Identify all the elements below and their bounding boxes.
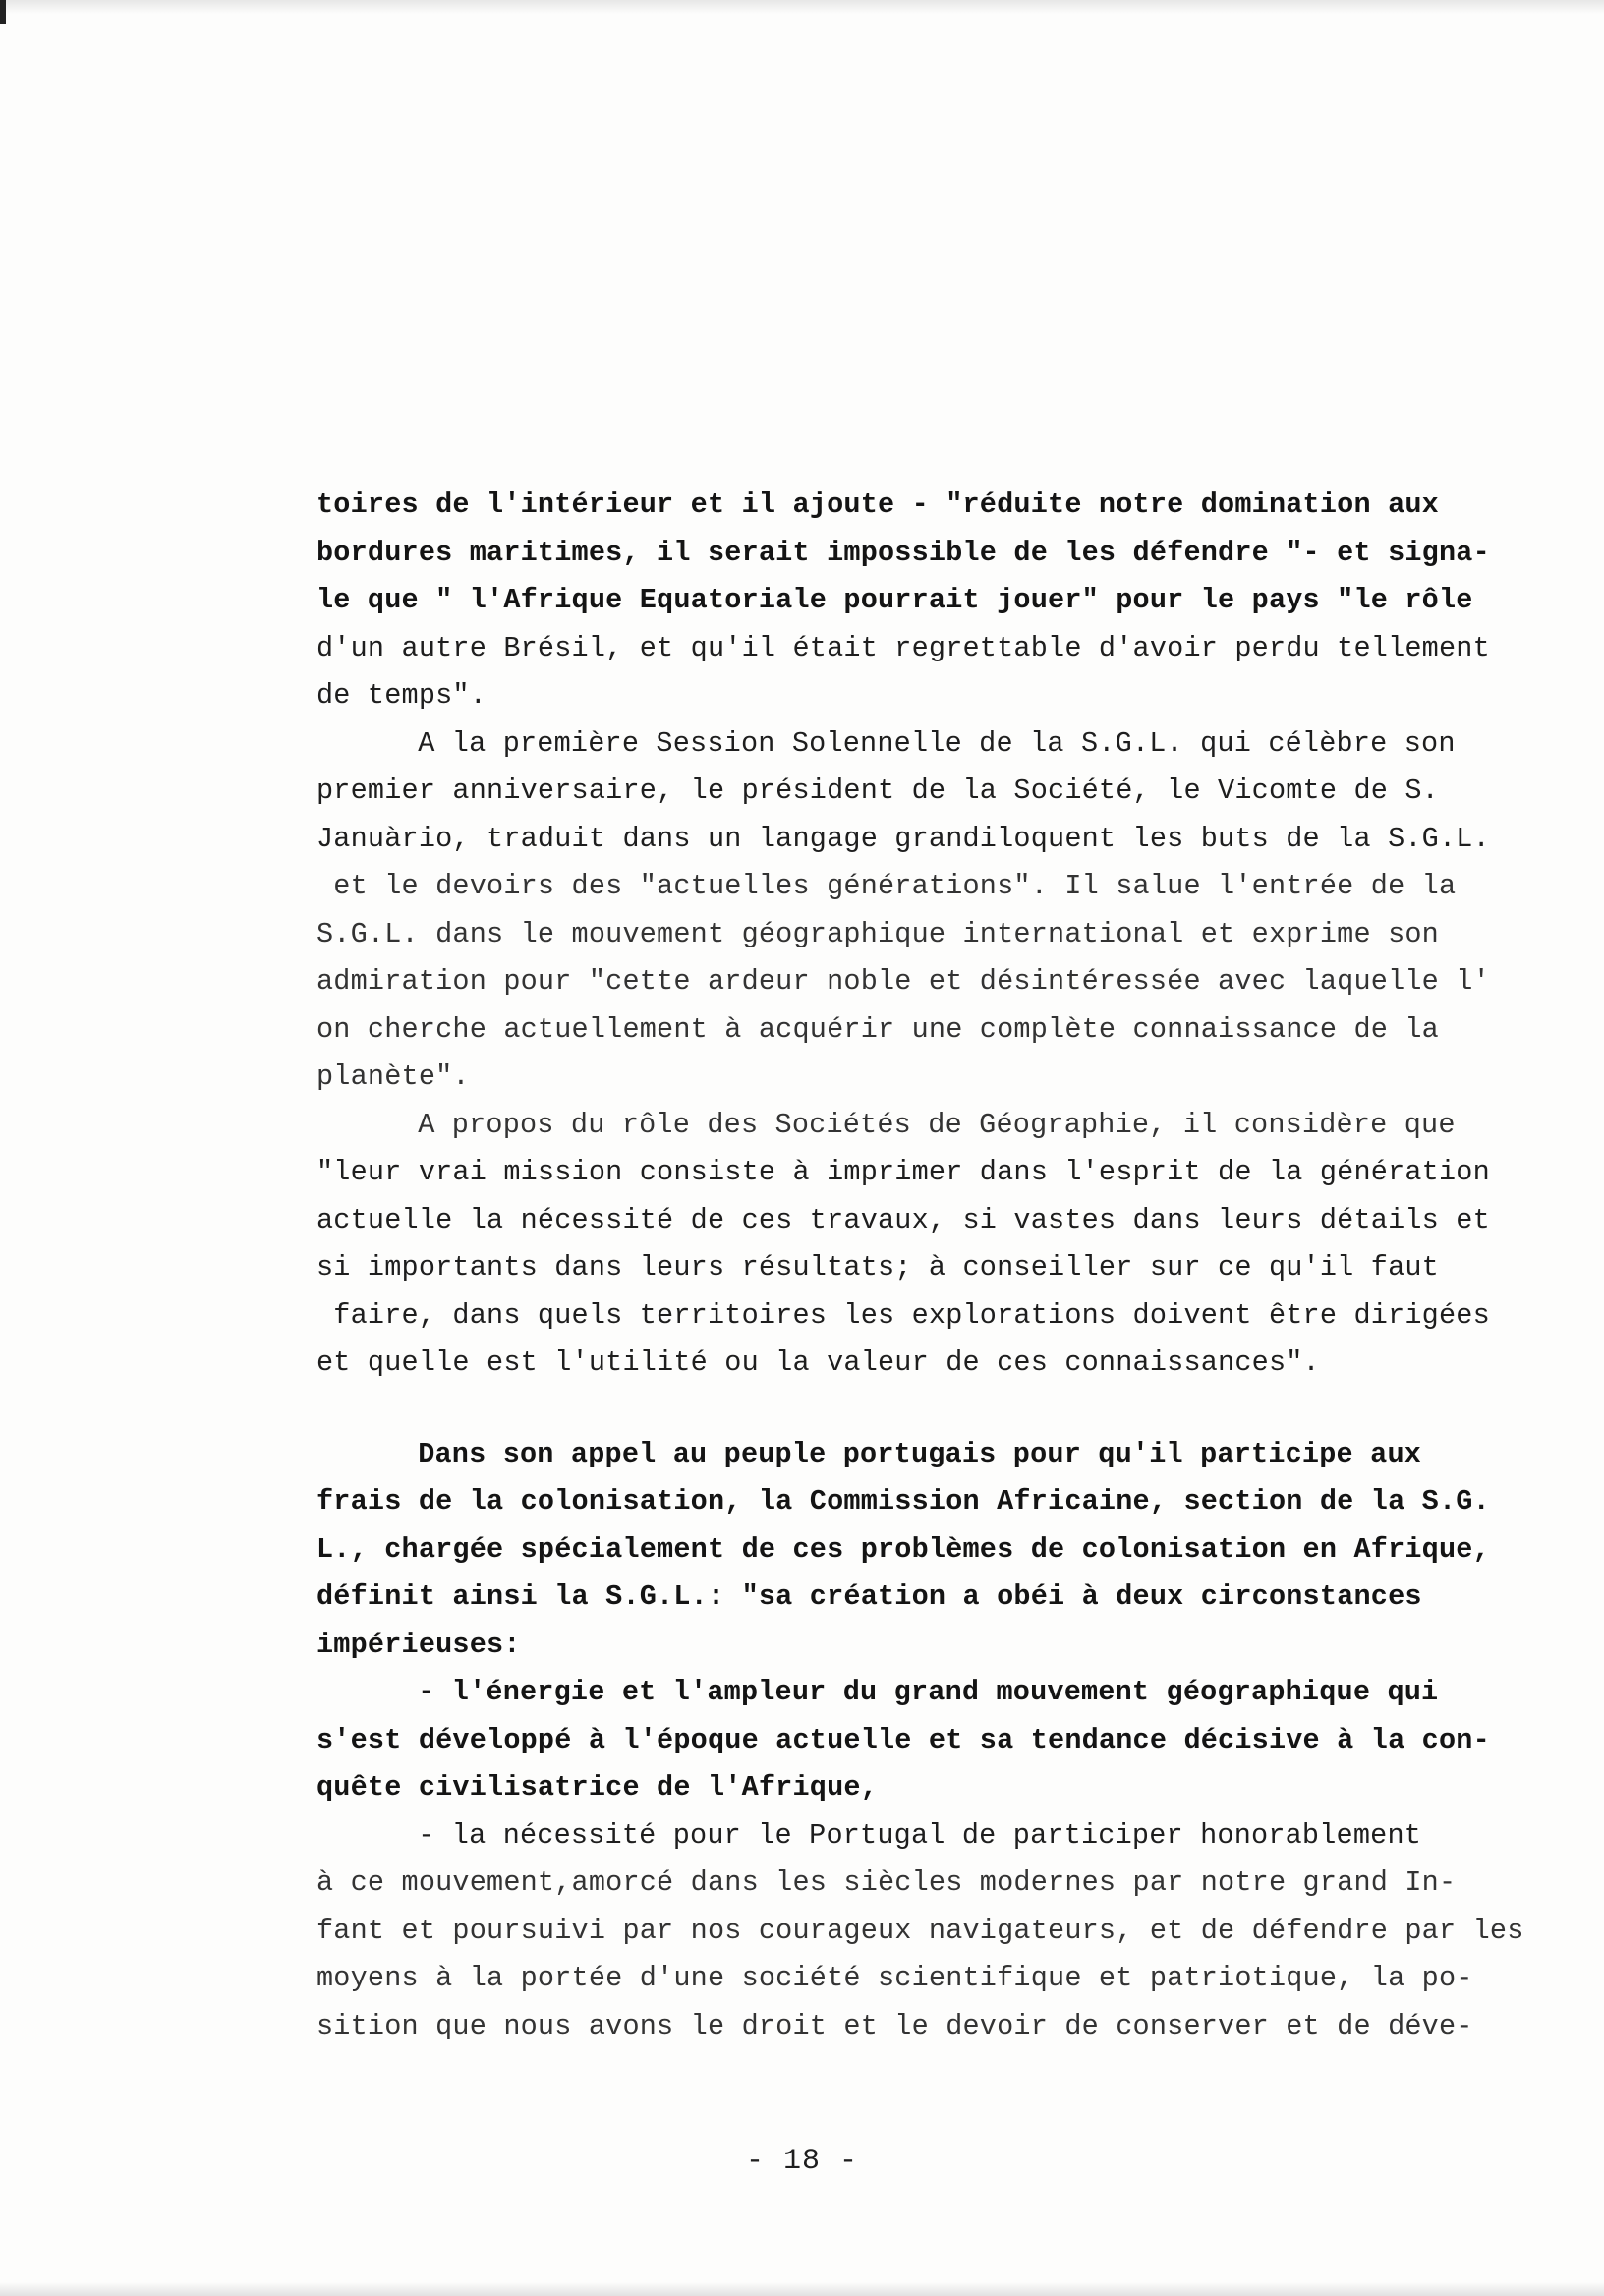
paragraph-commission-africaine	[316, 1431, 1535, 1670]
paragraph-continuation	[316, 482, 1535, 720]
text-line: premier anniversaire, le président de la Société, le Vicomte de S.	[316, 775, 1439, 807]
paragraph-session-solennelle	[316, 720, 1535, 1102]
text-line: Januàrio, traduit dans un langage grandiloquent les buts de la S.G.L.	[316, 822, 1490, 855]
scan-edge-bottom	[0, 2282, 1604, 2296]
scan-edge-mark	[0, 0, 6, 24]
paragraph-role-societes	[316, 1102, 1535, 1388]
text-line: moyens à la portée d'une société scientifique et patriotique, la po-	[316, 1962, 1473, 1994]
text-line: S.G.L. dans le mouvement géographique international et exprime son	[316, 917, 1439, 950]
text-line: "leur vrai mission consiste à imprimer dans l'esprit de la génération	[316, 1156, 1490, 1188]
text-line: et le devoirs des "actuelles générations". Il salue l'entrée de la	[316, 870, 1457, 902]
text-line: et quelle est l'utilité ou la valeur de ces connaissances".	[316, 1347, 1320, 1379]
scan-edge-top	[0, 0, 1604, 14]
text-line: le que " l'Afrique Equatoriale pourrait jouer" pour le pays "le rôle	[316, 584, 1473, 616]
text-line: toires de l'intérieur et il ajoute - "réduite notre domination aux	[316, 488, 1439, 521]
text-line: quête civilisatrice de l'Afrique,	[316, 1771, 878, 1804]
body-text	[316, 482, 1535, 2050]
text-line: d'un autre Brésil, et qu'il était regrettable d'avoir perdu tellement	[316, 631, 1490, 664]
text-line: L., chargée spécialement de ces problèmes de colonisation en Afrique,	[316, 1532, 1490, 1566]
text-line: à ce mouvement,amorcé dans les siècles modernes par notre grand In-	[316, 1866, 1457, 1899]
text-line: Dans son appel au peuple portugais pour qu'il participe aux	[418, 1437, 1422, 1470]
text-line: si importants dans leurs résultats; à conseiller sur ce qu'il faut	[316, 1251, 1439, 1284]
text-line: impérieuses:	[316, 1628, 521, 1661]
text-line: bordures maritimes, il serait impossible de les défendre "- et signa-	[316, 536, 1490, 569]
text-line: - la nécessité pour le Portugal de participer honorablement	[418, 1818, 1422, 1852]
paragraph-gap	[316, 1388, 1535, 1431]
text-line: - l'énergie et l'ampleur du grand mouvement géographique qui	[418, 1676, 1439, 1708]
text-line: on cherche actuellement à acquérir une complète connaissance de la	[316, 1012, 1439, 1046]
page-number: - 18 -	[745, 2145, 859, 2178]
text-line: de temps".	[316, 679, 487, 712]
text-line: fant et poursuivi par nos courageux navigateurs, et de défendre par les	[316, 1914, 1524, 1947]
text-line: A la première Session Solennelle de la S.G.L. qui célèbre son	[418, 726, 1456, 760]
text-line: planète".	[316, 1061, 470, 1093]
text-line: définit ainsi la S.G.L.: "sa création a obéi à deux circonstances	[316, 1580, 1422, 1613]
text-line: A propos du rôle des Sociétés de Géographie, il considère que	[418, 1108, 1456, 1141]
paragraph-energie	[316, 1669, 1535, 1812]
paragraph-necessite	[316, 1812, 1535, 2051]
text-line: frais de la colonisation, la Commission Africaine, section de la S.G.	[316, 1485, 1490, 1518]
text-line: s'est développé à l'époque actuelle et sa tendance décisive à la con-	[316, 1723, 1490, 1756]
text-line: sition que nous avons le droit et le devoir de conserver et de déve-	[316, 2009, 1473, 2042]
text-line: admiration pour "cette ardeur noble et désintéressée avec laquelle l'	[316, 965, 1490, 998]
text-line: actuelle la nécessité de ces travaux, si vastes dans leurs détails et	[316, 1203, 1490, 1236]
text-line: faire, dans quels territoires les explorations doivent être dirigées	[316, 1298, 1490, 1332]
